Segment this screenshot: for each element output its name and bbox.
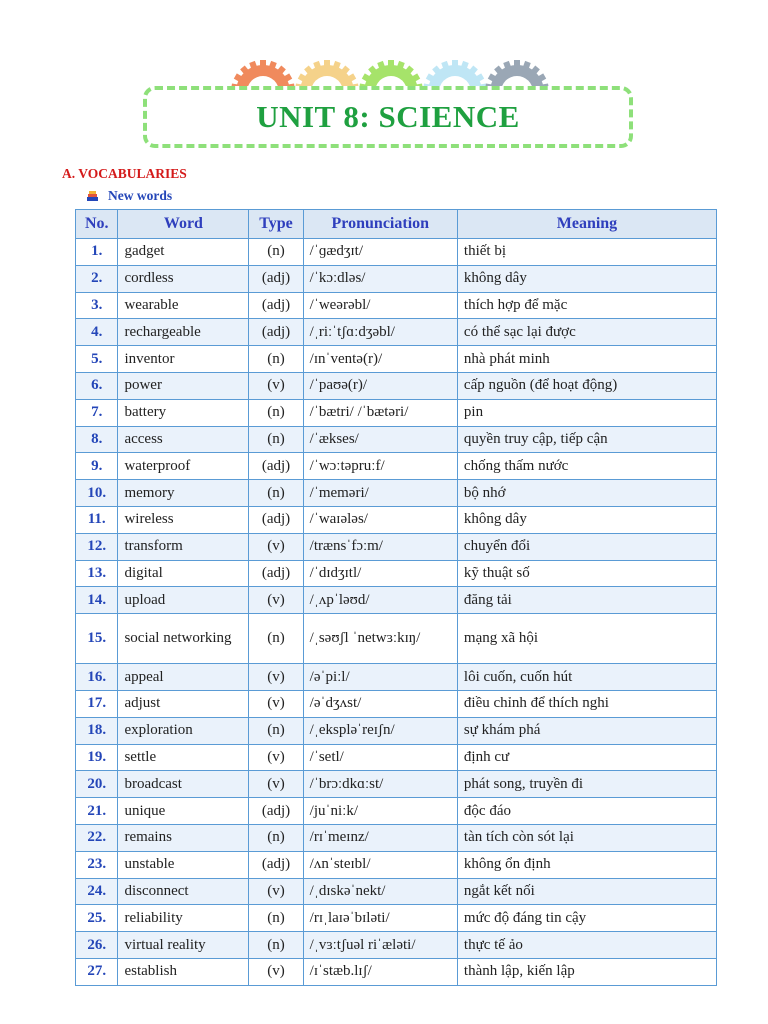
row-pronunciation: /əˈpiːl/	[303, 664, 457, 691]
row-number: 23.	[76, 851, 118, 878]
row-pronunciation: /ˈækses/	[303, 426, 457, 453]
row-meaning: đăng tải	[457, 587, 716, 614]
row-pronunciation: /rɪˈmeɪnz/	[303, 824, 457, 851]
table-row	[76, 453, 717, 480]
table-row	[76, 905, 717, 932]
row-pronunciation: /ˌdɪskəˈnekt/	[303, 878, 457, 905]
table-row	[76, 690, 717, 717]
row-number: 11.	[76, 506, 118, 533]
row-word: wireless	[118, 506, 249, 533]
row-number: 16.	[76, 664, 118, 691]
table-row	[76, 717, 717, 744]
vocabulary-table	[75, 209, 717, 986]
row-meaning: nhà phát minh	[457, 346, 716, 373]
row-meaning: mạng xã hội	[457, 614, 716, 664]
table-row	[76, 932, 717, 959]
row-pronunciation: /ˈpaʊə(r)/	[303, 372, 457, 399]
row-number: 14.	[76, 587, 118, 614]
row-type: (v)	[249, 587, 303, 614]
row-meaning: định cư	[457, 744, 716, 771]
row-type: (adj)	[249, 292, 303, 319]
row-type: (adj)	[249, 506, 303, 533]
row-meaning: pin	[457, 399, 716, 426]
row-type: (adj)	[249, 560, 303, 587]
row-number: 26.	[76, 932, 118, 959]
row-type: (n)	[249, 614, 303, 664]
row-type: (n)	[249, 399, 303, 426]
row-pronunciation: /ˈbrɔːdkɑːst/	[303, 771, 457, 798]
row-number: 19.	[76, 744, 118, 771]
row-pronunciation: /əˈdʒʌst/	[303, 690, 457, 717]
row-number: 27.	[76, 958, 118, 985]
row-meaning: có thể sạc lại được	[457, 319, 716, 346]
subheading-label: New words	[108, 188, 173, 203]
table-row	[76, 664, 717, 691]
row-word: settle	[118, 744, 249, 771]
row-word: virtual reality	[118, 932, 249, 959]
table-row	[76, 265, 717, 292]
row-meaning: không ổn định	[457, 851, 716, 878]
table-row	[76, 824, 717, 851]
row-meaning: sự khám phá	[457, 717, 716, 744]
row-pronunciation: /ˌsəʊʃl ˈnetwɜːkɪŋ/	[303, 614, 457, 664]
row-pronunciation: /ɪnˈventə(r)/	[303, 346, 457, 373]
row-pronunciation: /juˈniːk/	[303, 798, 457, 825]
row-number: 7.	[76, 399, 118, 426]
row-type: (v)	[249, 372, 303, 399]
page-title: UNIT 8: SCIENCE	[256, 99, 520, 134]
row-pronunciation: /ˈwaɪələs/	[303, 506, 457, 533]
row-word: adjust	[118, 690, 249, 717]
row-type: (n)	[249, 824, 303, 851]
row-word: broadcast	[118, 771, 249, 798]
row-number: 12.	[76, 533, 118, 560]
row-meaning: lôi cuốn, cuốn hút	[457, 664, 716, 691]
row-meaning: thích hợp để mặc	[457, 292, 716, 319]
row-number: 2.	[76, 265, 118, 292]
row-number: 5.	[76, 346, 118, 373]
row-type: (v)	[249, 878, 303, 905]
row-number: 15.	[76, 614, 118, 664]
row-word: unstable	[118, 851, 249, 878]
row-pronunciation: /ˌvɜːtʃuəl riˈæləti/	[303, 932, 457, 959]
row-pronunciation: /ˈkɔːdləs/	[303, 265, 457, 292]
row-number: 9.	[76, 453, 118, 480]
row-type: (n)	[249, 932, 303, 959]
table-row	[76, 958, 717, 985]
row-type: (adj)	[249, 265, 303, 292]
table-row	[76, 851, 717, 878]
row-word: battery	[118, 399, 249, 426]
row-type: (v)	[249, 958, 303, 985]
table-row	[76, 587, 717, 614]
row-word: reliability	[118, 905, 249, 932]
row-pronunciation: /ˌʌpˈləʊd/	[303, 587, 457, 614]
row-pronunciation: /ˈɡædʒɪt/	[303, 239, 457, 266]
row-number: 3.	[76, 292, 118, 319]
row-pronunciation: /ˈwɔːtəpruːf/	[303, 453, 457, 480]
table-row	[76, 771, 717, 798]
row-number: 20.	[76, 771, 118, 798]
row-meaning: cấp nguồn (để hoạt động)	[457, 372, 716, 399]
row-type: (v)	[249, 771, 303, 798]
table-row	[76, 798, 717, 825]
row-meaning: thành lập, kiến lập	[457, 958, 716, 985]
row-meaning: phát song, truyền đi	[457, 771, 716, 798]
row-meaning: chuyển đổi	[457, 533, 716, 560]
row-word: access	[118, 426, 249, 453]
row-meaning: thiết bị	[457, 239, 716, 266]
row-meaning: tàn tích còn sót lại	[457, 824, 716, 851]
col-meaning: Meaning	[457, 210, 716, 239]
row-pronunciation: /ˌekspləˈreɪʃn/	[303, 717, 457, 744]
row-word: upload	[118, 587, 249, 614]
col-no: No.	[76, 210, 118, 239]
row-meaning: không dây	[457, 265, 716, 292]
row-word: exploration	[118, 717, 249, 744]
row-word: waterproof	[118, 453, 249, 480]
row-word: rechargeable	[118, 319, 249, 346]
row-word: unique	[118, 798, 249, 825]
row-type: (v)	[249, 690, 303, 717]
row-type: (adj)	[249, 453, 303, 480]
book-icon	[86, 190, 99, 203]
row-word: digital	[118, 560, 249, 587]
row-pronunciation: /ˈsetl/	[303, 744, 457, 771]
row-pronunciation: /ˌriːˈtʃɑːdʒəbl/	[303, 319, 457, 346]
col-type: Type	[249, 210, 303, 239]
row-meaning: mức độ đáng tin cậy	[457, 905, 716, 932]
table-row	[76, 878, 717, 905]
row-number: 17.	[76, 690, 118, 717]
row-pronunciation: /ˈmeməri/	[303, 480, 457, 507]
row-number: 10.	[76, 480, 118, 507]
row-word: cordless	[118, 265, 249, 292]
row-type: (adj)	[249, 319, 303, 346]
row-word: inventor	[118, 346, 249, 373]
row-type: (n)	[249, 480, 303, 507]
table-row	[76, 239, 717, 266]
row-type: (adj)	[249, 851, 303, 878]
row-meaning: bộ nhớ	[457, 480, 716, 507]
row-word: power	[118, 372, 249, 399]
row-word: social networking	[118, 614, 249, 664]
subheading	[86, 188, 172, 204]
row-number: 13.	[76, 560, 118, 587]
row-word: wearable	[118, 292, 249, 319]
row-pronunciation: /rɪˌlaɪəˈbɪləti/	[303, 905, 457, 932]
table-row	[76, 533, 717, 560]
row-word: establish	[118, 958, 249, 985]
table-row	[76, 399, 717, 426]
table-row	[76, 614, 717, 664]
col-pronunciation: Pronunciation	[303, 210, 457, 239]
row-word: transform	[118, 533, 249, 560]
table-header-row	[76, 210, 717, 239]
col-word: Word	[118, 210, 249, 239]
row-word: remains	[118, 824, 249, 851]
row-meaning: độc đáo	[457, 798, 716, 825]
row-number: 8.	[76, 426, 118, 453]
table-row	[76, 346, 717, 373]
table-row	[76, 744, 717, 771]
row-number: 4.	[76, 319, 118, 346]
row-number: 18.	[76, 717, 118, 744]
row-pronunciation: /ɪˈstæb.lɪʃ/	[303, 958, 457, 985]
row-number: 24.	[76, 878, 118, 905]
row-pronunciation: /ˈbætri/ /ˈbætəri/	[303, 399, 457, 426]
row-type: (v)	[249, 664, 303, 691]
table-row	[76, 372, 717, 399]
row-number: 1.	[76, 239, 118, 266]
row-number: 22.	[76, 824, 118, 851]
row-type: (n)	[249, 239, 303, 266]
row-meaning: kỹ thuật số	[457, 560, 716, 587]
title-banner	[143, 86, 633, 148]
row-meaning: ngắt kết nối	[457, 878, 716, 905]
row-pronunciation: /ʌnˈsteɪbl/	[303, 851, 457, 878]
row-meaning: không dây	[457, 506, 716, 533]
section-heading: A. VOCABULARIES	[62, 166, 187, 181]
table-row	[76, 292, 717, 319]
row-type: (n)	[249, 905, 303, 932]
table-row	[76, 480, 717, 507]
row-number: 21.	[76, 798, 118, 825]
row-word: appeal	[118, 664, 249, 691]
row-type: (n)	[249, 346, 303, 373]
table-row	[76, 560, 717, 587]
row-type: (n)	[249, 426, 303, 453]
row-type: (adj)	[249, 798, 303, 825]
row-pronunciation: /ˈweərəbl/	[303, 292, 457, 319]
row-word: memory	[118, 480, 249, 507]
row-type: (v)	[249, 533, 303, 560]
row-meaning: quyền truy cập, tiếp cận	[457, 426, 716, 453]
row-word: gadget	[118, 239, 249, 266]
table-row	[76, 506, 717, 533]
row-meaning: thực tế ảo	[457, 932, 716, 959]
row-pronunciation: /trænsˈfɔːm/	[303, 533, 457, 560]
row-pronunciation: /ˈdɪdʒɪtl/	[303, 560, 457, 587]
table-row	[76, 426, 717, 453]
row-type: (n)	[249, 717, 303, 744]
row-meaning: chống thấm nước	[457, 453, 716, 480]
row-word: disconnect	[118, 878, 249, 905]
row-meaning: điều chỉnh để thích nghi	[457, 690, 716, 717]
table-row	[76, 319, 717, 346]
row-number: 6.	[76, 372, 118, 399]
row-number: 25.	[76, 905, 118, 932]
row-type: (v)	[249, 744, 303, 771]
